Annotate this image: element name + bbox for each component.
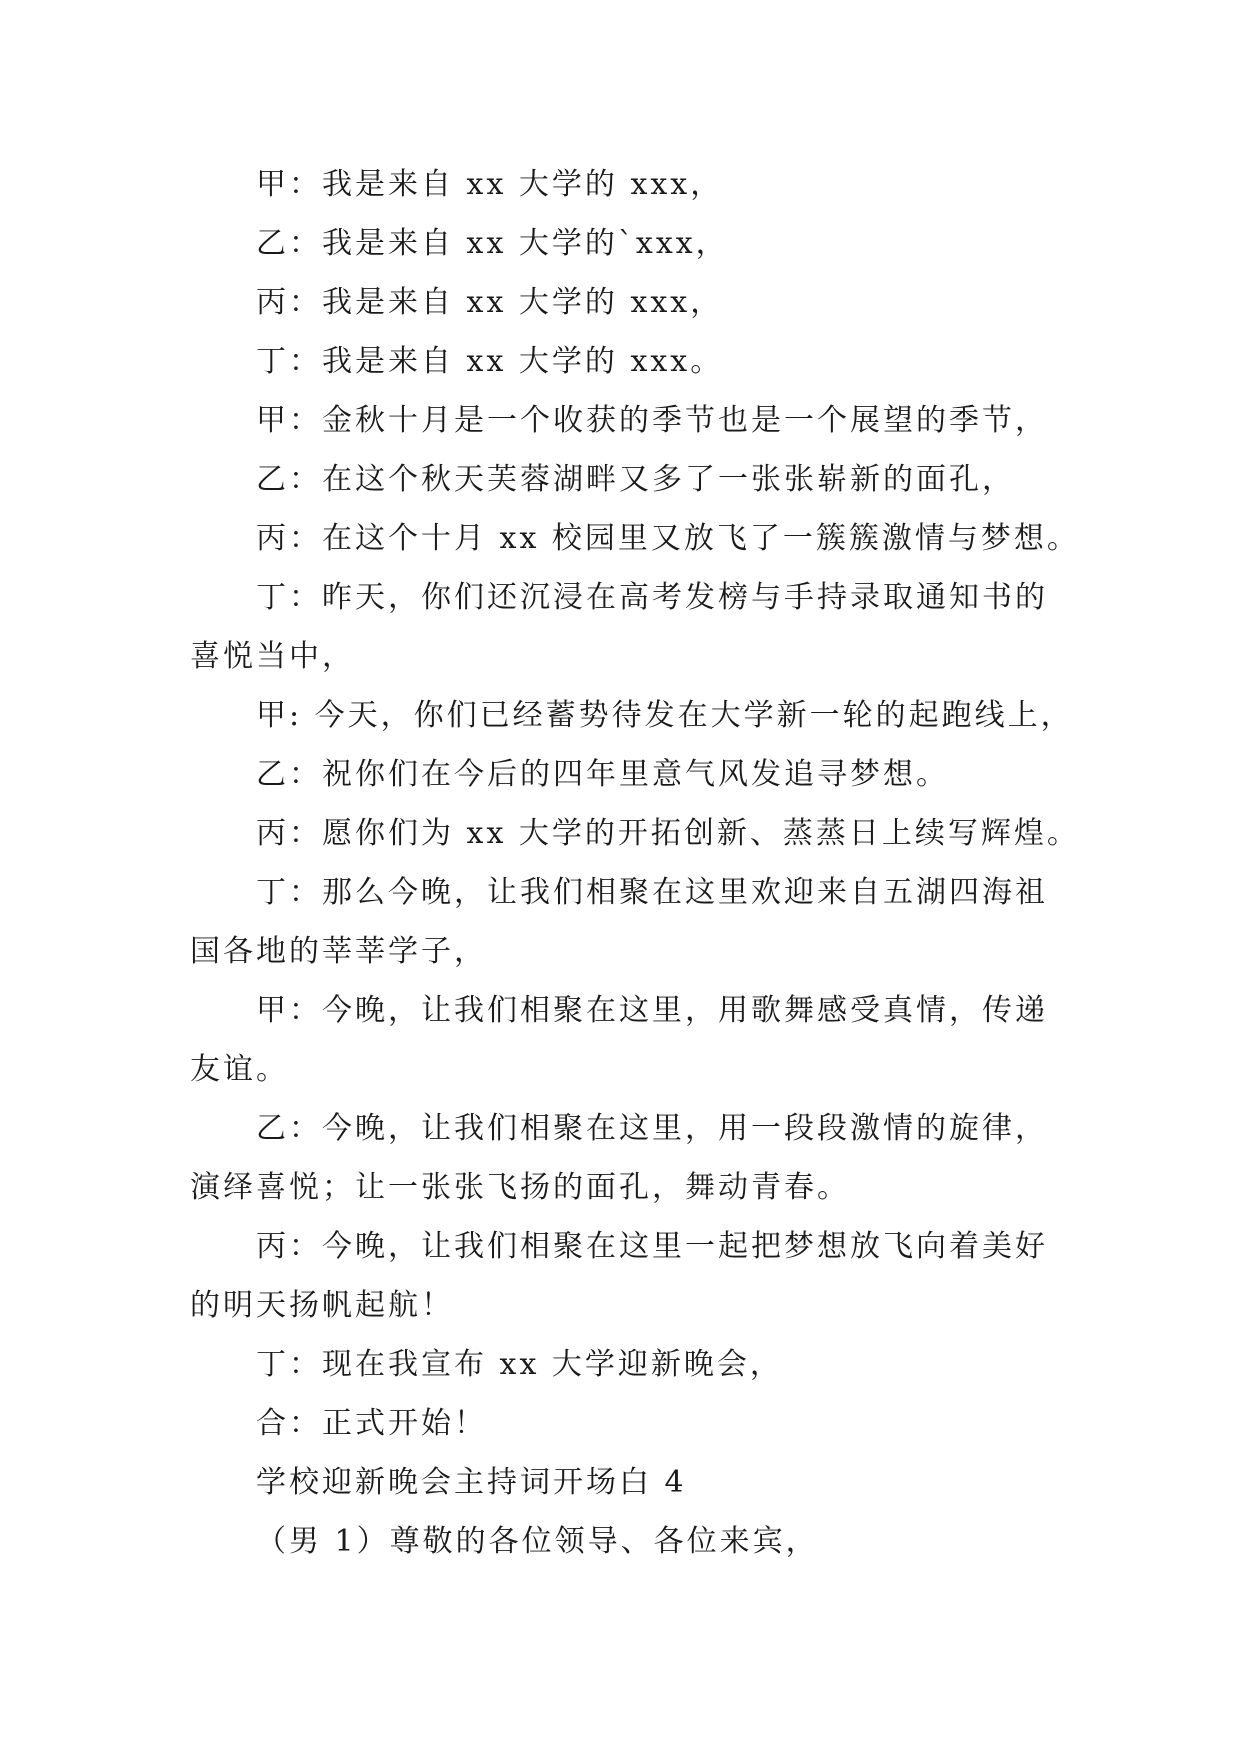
dialogue-line: 丁：昨天，你们还沉浸在高考发榜与手持录取通知书的: [256, 580, 1048, 615]
dialogue-line-continuation: 国各地的莘莘学子，: [190, 934, 487, 969]
dialogue-line: 丁：现在我宣布 xx 大学迎新晚会，: [256, 1347, 783, 1382]
dialogue-line: 甲：今晚，让我们相聚在这里，用歌舞感受真情，传递: [256, 993, 1048, 1028]
dialogue-line-continuation: 喜悦当中，: [190, 639, 355, 674]
dialogue-line: 乙：在这个秋天芙蓉湖畔又多了一张张崭新的面孔，: [256, 462, 1015, 497]
dialogue-line: 甲：金秋十月是一个收获的季节也是一个展望的季节，: [256, 403, 1048, 438]
dialogue-line: 甲: 今天，你们已经蓄势待发在大学新一轮的起跑线上，: [256, 698, 1074, 733]
dialogue-line: （男 1）尊敬的各位领导、各位来宾，: [256, 1524, 819, 1559]
dialogue-line: 丙：愿你们为 xx 大学的开拓创新、蒸蒸日上续写辉煌。: [256, 816, 1080, 851]
dialogue-line: 丁：我是来自 xx 大学的 xxx。: [256, 344, 724, 379]
dialogue-line: 乙：我是来自 xx 大学的`xxx，: [256, 226, 729, 261]
document-body: [190, 155, 1080, 1571]
dialogue-line: 丙：我是来自 xx 大学的 xxx，: [256, 285, 724, 320]
dialogue-line: 乙：今晚，让我们相聚在这里，用一段段激情的旋律，: [256, 1111, 1048, 1146]
dialogue-line-continuation: 的明天扬帆起航！: [190, 1288, 454, 1323]
dialogue-line-continuation: 友谊。: [190, 1052, 289, 1087]
section-heading: 学校迎新晚会主持词开场白 4: [256, 1465, 687, 1500]
dialogue-line: 乙：祝你们在今后的四年里意气风发追寻梦想。: [256, 757, 949, 792]
dialogue-line: 丁：那么今晚，让我们相聚在这里欢迎来自五湖四海祖: [256, 875, 1048, 910]
dialogue-line: 甲：我是来自 xx 大学的 xxx，: [256, 167, 724, 202]
dialogue-line-continuation: 演绎喜悦；让一张张飞扬的面孔，舞动青春。: [190, 1170, 850, 1205]
dialogue-line: 丙：在这个十月 xx 校园里又放飞了一簇簇激情与梦想。: [256, 521, 1080, 556]
dialogue-line: 丙：今晚，让我们相聚在这里一起把梦想放飞向着美好: [256, 1229, 1048, 1264]
dialogue-line: 合：正式开始！: [256, 1406, 487, 1441]
